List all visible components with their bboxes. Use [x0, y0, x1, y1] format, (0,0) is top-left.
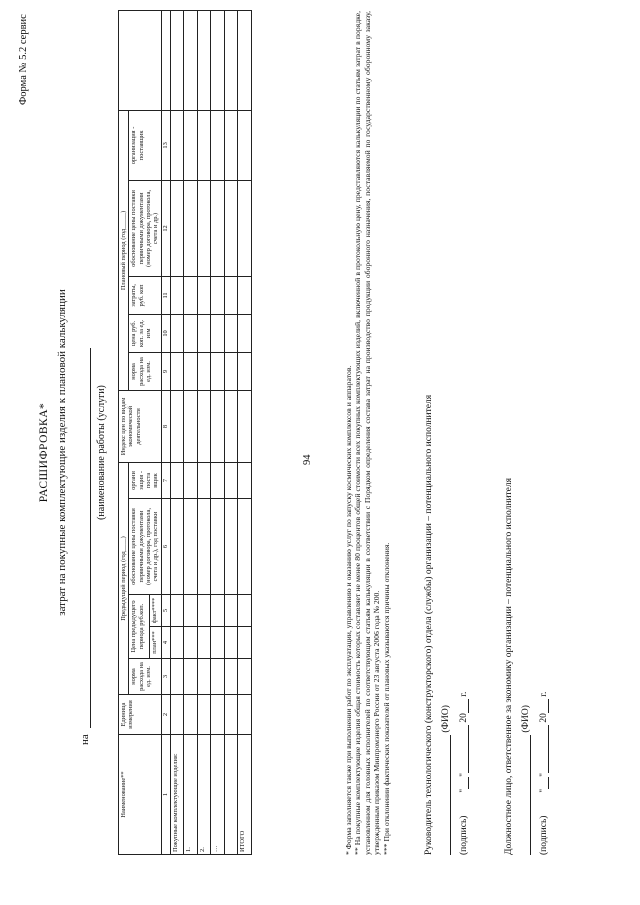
signature-2-sign-label: (подпись)	[539, 815, 549, 855]
col-header-plan: план***	[149, 627, 161, 659]
column-number: 11	[161, 276, 170, 314]
column-number: 7	[161, 462, 170, 498]
col-header-justification-plan: обоснование цены поставки первичными документами (номер договора, протокола, счета и др.)	[129, 180, 161, 276]
work-name-caption: (наименование работы (услуги)	[96, 385, 107, 520]
signature-2-year: 20	[539, 713, 549, 723]
column-number: 2	[161, 695, 170, 735]
page-number: 94	[302, 454, 313, 465]
col-header-costs-plan: затраты, руб. коп	[129, 276, 161, 314]
col-header-plan-period: Плановый период (год_____)	[119, 110, 129, 390]
col-header-supplier-prev: органи зация - поста вщик	[129, 462, 161, 498]
column-number: 12	[161, 180, 170, 276]
row-label: …	[211, 735, 225, 855]
header-row-1	[119, 10, 129, 854]
signature-1-sign-label: (подпись)	[459, 815, 469, 855]
column-number-row	[161, 10, 170, 854]
footnote: ** На покупные комплектующие изделия общая стоимость которых составляет не менее 80 процентов общей стоимости всех покупных комплектующих изделий, включенной в протокольную цену, представляются калькуляции по статьям затрат в порядке, установленном для головных исполнителей по соответствующим статьям калькуляции в соответствии с Порядком определения состава затрат на производство продукции оборонного назначения, поставляемой по государственному оборонному заказу, утвержденным приказом Минпромэнерго России от 23 августа 2006 года № 200.	[353, 11, 382, 855]
signature-1-fio: (ФИО)	[441, 705, 451, 733]
col-header-index: Индекс цен по видам экономической деятельности	[119, 390, 162, 462]
row-label-total: ИТОГО	[238, 735, 252, 855]
signature-1-date-line: (подпись) "" 20 г.	[459, 691, 469, 855]
row-label: 1.	[184, 735, 198, 855]
column-number: 5	[161, 595, 170, 627]
col-header-unit: Единица измерения	[119, 695, 162, 735]
na-prefix: на	[79, 734, 91, 745]
signature-2-role: Должностное лицо, ответственное за экономику организации – потенциального исполнителя	[504, 477, 514, 855]
signature-1-year: 20	[459, 713, 469, 723]
footnotes	[344, 11, 391, 855]
signature-2-fio-line	[520, 705, 531, 855]
signature-1-blank	[440, 735, 451, 855]
column-number: 1	[161, 735, 170, 855]
col-header-fact: факт****	[149, 595, 161, 627]
col-header-price-plan: цена руб. коп. за ед. изм	[129, 314, 161, 352]
col-header-prev-period: Предыдущий период (год____)	[119, 462, 129, 694]
col-header-supplier-plan: организация - поставщик	[129, 110, 161, 180]
column-number: 3	[161, 659, 170, 695]
breakdown-table	[118, 10, 252, 855]
col-header-name: Наименование**	[119, 735, 162, 855]
column-number: 9	[161, 352, 170, 390]
signature-2-blank	[520, 735, 531, 855]
table-row	[224, 10, 238, 854]
column-number: 8	[161, 390, 170, 462]
table-row	[170, 10, 184, 854]
total-row	[238, 10, 252, 854]
signature-1-fio-line	[440, 705, 451, 855]
table-row	[184, 10, 198, 854]
signature-2-fio: (ФИО)	[521, 705, 531, 733]
footnote: *** При отклонении фактических показателей от плановых указываются причины отклонения.	[381, 542, 391, 855]
signature-1-year-suffix: г.	[459, 691, 469, 697]
col-header-norm-plan: норма расхода на ед. изм.	[129, 352, 161, 390]
column-number: 4	[161, 627, 170, 659]
form-number: Форма № 5.2 сервис	[18, 14, 29, 105]
empty-cell	[161, 10, 170, 110]
col-header-justification-prev: обоснование цены поставки первичными документами (номер договора, протокола, счета и др.), год поставки	[129, 499, 161, 595]
column-number: 10	[161, 314, 170, 352]
signature-1-quote: "	[459, 788, 469, 793]
row-label	[224, 735, 238, 855]
empty-header-cell	[119, 10, 162, 110]
table-row	[197, 10, 211, 854]
signature-2-date-line: (подпись) "" 20 г.	[539, 691, 549, 855]
signature-2-quote: "	[539, 788, 549, 793]
signature-1-role: Руководитель технологического (конструкторского) отдела (службы) организации – потенциального исполнителя	[424, 394, 434, 855]
document-title: РАСШИФРОВКА*	[38, 402, 50, 503]
table-row	[211, 10, 225, 854]
col-header-price-prev: Цена предыдущего периода руб.коп.	[129, 595, 149, 659]
column-number: 13	[161, 110, 170, 180]
footnote: * Форма заполняется также при выполнении работ по эксплуатации, управлению и оказанию услуг по запуску космических комплексов и аппаратов.	[344, 365, 353, 855]
col-header-norm: норма расхода на ед. изм.	[129, 659, 161, 695]
row-label: Покупные комплектующие изделия:	[170, 735, 184, 855]
work-name-line	[78, 348, 91, 745]
work-name-blank	[78, 348, 91, 728]
signature-2-year-suffix: г.	[539, 691, 549, 697]
column-number: 6	[161, 499, 170, 595]
row-label: 2.	[197, 735, 211, 855]
document-subtitle: затрат на покупные комплектующие изделия к плановой калькуляции	[56, 289, 68, 616]
